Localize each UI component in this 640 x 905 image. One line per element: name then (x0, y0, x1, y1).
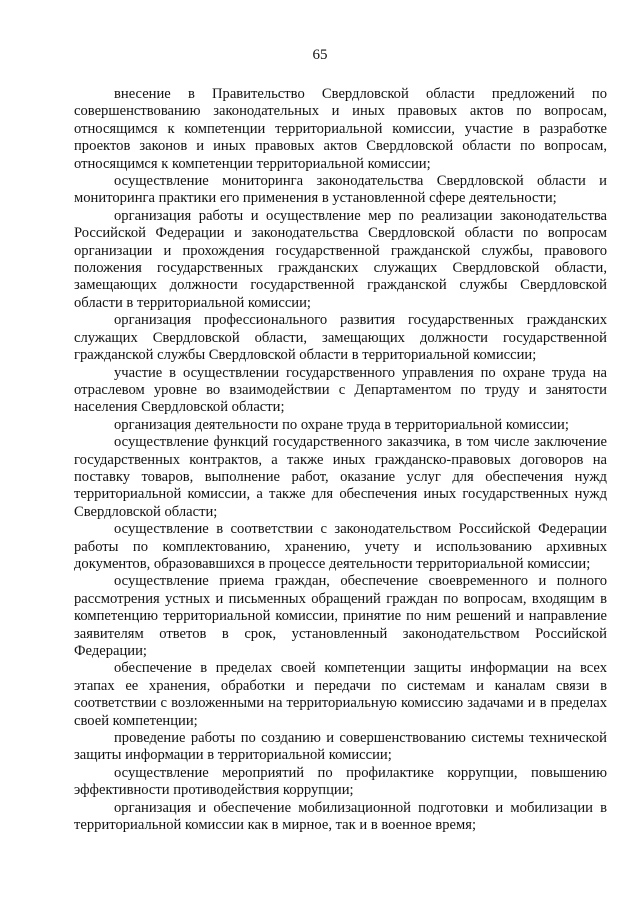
paragraph: организация деятельности по охране труда в территориальной комиссии; (114, 416, 569, 433)
paragraph: осуществление мониторинга законодательства Свердловской области и мониторинга практики его применения в установленной сфере деятельности; (74, 173, 607, 207)
paragraph: осуществление мероприятий по профилактике коррупции, повышению эффективности противодействия коррупции; (74, 764, 607, 799)
document-body (74, 86, 607, 834)
paragraph: обеспечение в пределах своей компетенции защиты информации на всех этапах ее хранения, обработки и передачи по системам и каналам связи в соответствии с возложенными на территориальную комиссию задачами и в пределах своей компетенции; (74, 660, 607, 729)
paragraph: участие в осуществлении государственного управления по охране труда на отраслевом уровне во взаимодействии с Департаментом по труду и занятости населения Свердловской области; (74, 364, 607, 416)
paragraph: осуществление функций государственного заказчика, в том числе заключение государственных контрактов, а также иных гражданско-правовых договоров на поставку товаров, выполнение работ, оказание услуг для обеспечения нужд территориальной комиссии, а также для обеспечения иных государственных нужд Свердловской области; (74, 434, 607, 520)
paragraph: проведение работы по созданию и совершенствованию системы технической защиты информации в территориальной комиссии; (74, 730, 607, 764)
paragraph: внесение в Правительство Свердловской области предложений по совершенствованию законодательных и иных правовых актов по вопросам, относящимся к компетенции территориальной комиссии, участие в разработке проектов законов и иных правовых актов Свердловской области по вопросам, относящимся к компетенции территориальной комиссии; (74, 86, 607, 172)
paragraph: организация профессионального развития государственных гражданских служащих Свердловской области, замещающих должности государственной гражданской службы Свердловской области в территориальной комиссии; (74, 312, 607, 364)
paragraph: осуществление в соответствии с законодательством Российской Федерации работы по комплектованию, хранению, учету и использованию архивных документов, образовавшихся в процессе деятельности территориальной комиссии; (74, 521, 607, 572)
paragraph: осуществление приема граждан, обеспечение своевременного и полного рассмотрения устных и письменных обращений граждан по вопросам, входящим в компетенцию территориальной комиссии, принятие по ним решений и направление заявителям ответов в срок, установленный законодательством Российской Федерации; (74, 573, 607, 659)
paragraph: организация и обеспечение мобилизационной подготовки и мобилизации в территориальной комиссии как в мирное, так и в военное время; (74, 799, 607, 834)
page-number: 65 (312, 47, 328, 63)
paragraph: организация работы и осуществление мер по реализации законодательства Российской Федерации и законодательства Свердловской области по вопросам организации и прохождения государственной гражданской службы, правового положения государственных гражданских служащих Свердловской области, замещающих должности государственной гражданской службы Свердловской области в территориальной комиссии; (74, 207, 607, 311)
